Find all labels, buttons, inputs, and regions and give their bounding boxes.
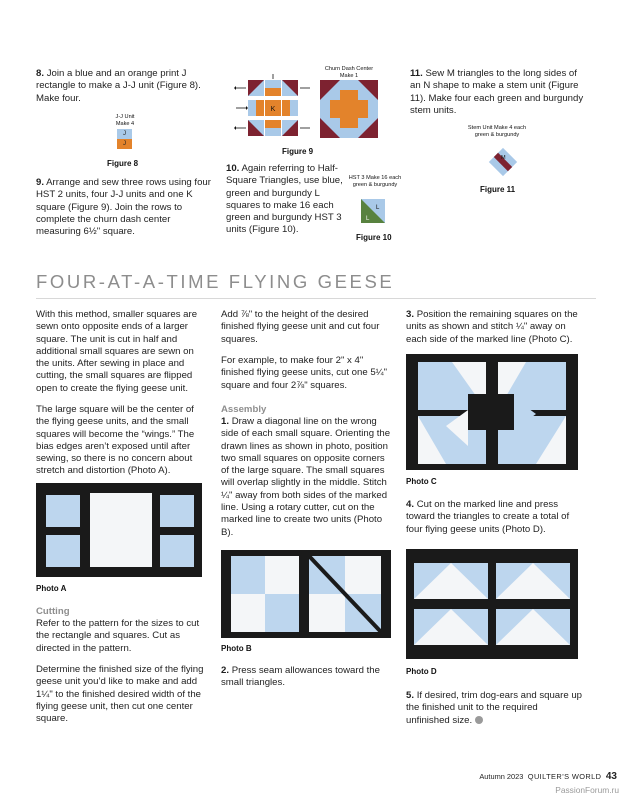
figure-8-caption: Figure 8	[107, 159, 139, 168]
footer-issue: Autumn 2023	[479, 772, 524, 781]
small-square	[160, 495, 194, 527]
step-number: 4.	[406, 499, 415, 510]
figure-9-diagram	[234, 74, 386, 146]
figure-8-diagram	[117, 129, 132, 149]
step-text: Cut on the marked line and press toward the triangles to create a total of four flying geese units (Photo D).	[406, 499, 570, 535]
paragraph-example: For example, to make four 2" x 4" finished flying geese units, cut one 5¼" square and four 2⅞" squares.	[221, 355, 388, 391]
step-9	[36, 177, 216, 238]
step-8	[36, 68, 211, 105]
section-title: FOUR-AT-A-TIME FLYING GEESE	[36, 271, 395, 292]
assembly-step-3	[406, 309, 582, 346]
step-number: 8.	[36, 68, 45, 79]
step-number: 2.	[221, 665, 230, 676]
footer	[479, 766, 617, 784]
flying-geese-unit	[496, 563, 570, 599]
step-number: 10.	[226, 163, 240, 174]
figure-11-caption: Figure 11	[480, 185, 516, 194]
l-label-top: L	[376, 205, 380, 211]
flying-geese-unit	[414, 609, 488, 645]
step-text: Press seam allowances toward the small triangles.	[221, 665, 380, 689]
photo-a	[36, 483, 202, 577]
figure-8-label: J-J Unit Make 4	[115, 114, 135, 127]
cutting-paragraph-1: Refer to the pattern for the sizes to cut the rectangle and squares. Cut as directed in the pattern.	[36, 618, 200, 654]
photo-b	[221, 550, 391, 638]
figure-10-diagram	[361, 199, 385, 223]
step-10	[226, 163, 344, 237]
assembly-step-1	[221, 416, 391, 539]
assembly-step-5	[406, 690, 582, 727]
step-number: 1.	[221, 416, 230, 427]
figure-11-diagram	[488, 147, 518, 177]
finished-churn-dash	[320, 80, 378, 138]
large-square	[90, 493, 152, 567]
figure-10-caption: Figure 10	[356, 233, 392, 242]
assembly-step-4	[406, 499, 582, 536]
page-number: 43	[605, 771, 617, 782]
intro-paragraph-2: The large square will be the center of the flying geese units, and the small squares will become the “wings.” The bias edges aren’t exposed until after sewing, so there is no concern about stretch and distortion (Photo A).	[36, 404, 195, 477]
assembly-step-2	[221, 665, 389, 690]
step-text: Arrange and sew three rows using four HST 2 units, four J-J units and one K square (Figure 9). Join the rows to complete the churn dash center measuring 6½" square.	[36, 177, 211, 238]
section-divider	[36, 298, 596, 299]
step-number: 11.	[410, 68, 423, 79]
photo-c	[406, 354, 578, 470]
photo-c-caption: Photo C	[406, 477, 437, 486]
intro-paragraph: With this method, smaller squares are sewn onto opposite ends of a larger square. The unit is cut in half and additional small squares are sewn on the units. After sewing in place and cutting, the small squares are flipped open to create the flying geese unit.	[36, 309, 198, 394]
flying-geese-unit	[414, 563, 488, 599]
cutting-heading: Cutting	[36, 606, 70, 617]
step-number: 5.	[406, 690, 415, 701]
step-11	[410, 68, 588, 117]
j-blue-rectangle: J	[117, 129, 132, 139]
small-square	[160, 535, 194, 567]
small-square	[46, 535, 80, 567]
cutting-paragraph-2: Determine the finished size of the flying geese unit you’d like to make and add 1¼" to the finished desired width of the flying geese unit, then cut one center square.	[36, 664, 204, 725]
photo-a-caption: Photo A	[36, 584, 67, 593]
m-label: M	[501, 155, 506, 161]
watermark: PassionForum.ru	[555, 785, 619, 795]
paragraph-add-height: Add ⅞" to the height of the desired finished flying geese unit and cut four squares.	[221, 309, 380, 345]
small-square	[46, 495, 80, 527]
step-number: 3.	[406, 309, 415, 320]
figure-10-label: HST 3 Make 16 each green & burgundy	[348, 175, 402, 188]
end-mark-icon	[475, 716, 483, 724]
photo-d	[406, 549, 578, 659]
step-text: Position the remaining squares on the units as shown and stitch ¼" away on each side of the marked line (Photo C).	[406, 309, 578, 345]
photo-d-caption: Photo D	[406, 667, 437, 676]
figure-9-caption: Figure 9	[282, 147, 314, 156]
flying-geese-unit	[496, 609, 570, 645]
photo-b-caption: Photo B	[221, 644, 252, 653]
step-text: Sew M triangles to the long sides of an N shape to make a stem unit (Figure 11). Make four each green and burgundy stem units.	[410, 68, 584, 116]
step-number: 9.	[36, 177, 45, 188]
step-text: Join a blue and an orange print J rectangle to make a J-J unit (Figure 8). Make four.	[36, 68, 201, 104]
footer-magazine: QUILTER’S WORLD	[527, 772, 602, 781]
k-square-label: K	[270, 106, 276, 113]
j-orange-rectangle: J	[117, 139, 132, 149]
step-text: If desired, trim dog-ears and square up the finished unit to the required unfinished size.	[406, 690, 583, 726]
step-text: Draw a diagonal line on the wrong side of each small square. Orienting the drawn lines as shown in photo, position two small squares on opposite corners of the large square. The small squares will overlap slightly in the middle. Stitch ¼" away from both sides of the marked line. Using a rotary cutter, cut on the marked line to create two units (Photo B).	[221, 416, 391, 538]
l-label-bottom: L	[366, 216, 370, 222]
assembly-heading: Assembly	[221, 404, 267, 415]
figure-11-label: Stem Unit Make 4 each green & burgundy	[467, 125, 527, 138]
figure-9-label: Churn Dash Center Make 1	[324, 66, 374, 79]
step-text: Again referring to Half-Square Triangles, use blue, green and burgundy L squares to make 16 each green and burgundy HST 3 units (Figure 10).	[226, 163, 343, 236]
exploded-rows	[234, 74, 310, 136]
